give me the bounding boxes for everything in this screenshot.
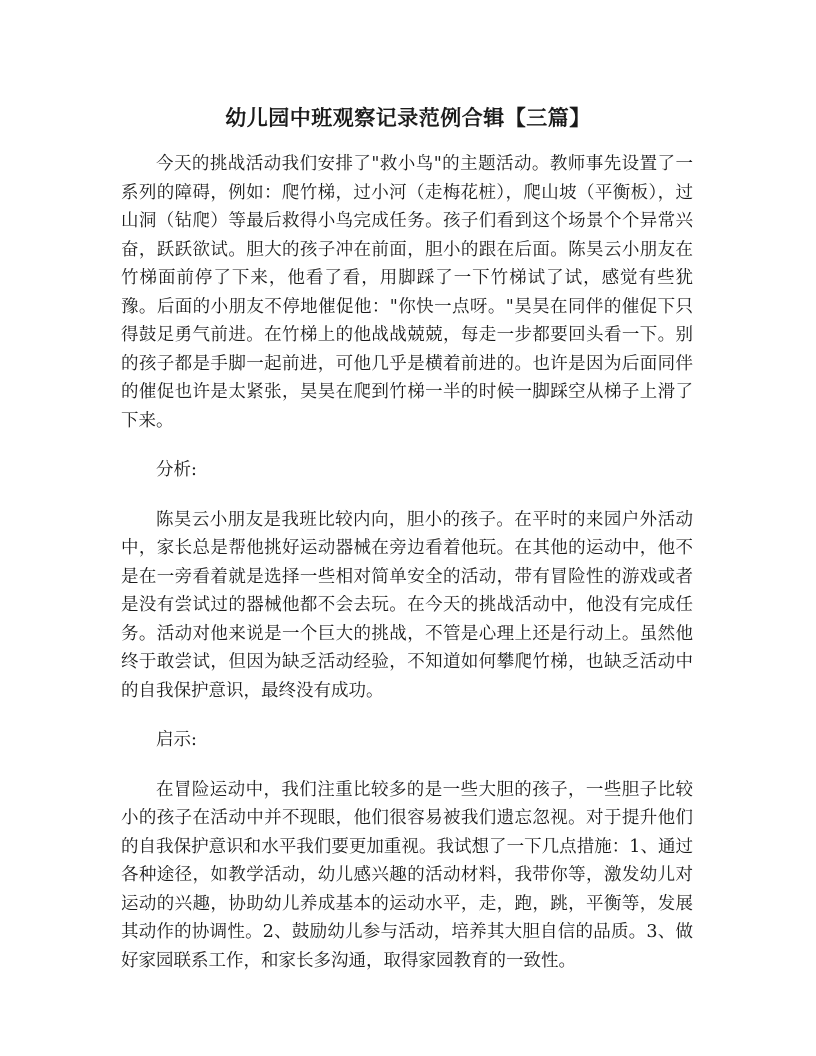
insight-heading: 启示: bbox=[156, 730, 197, 750]
observation-paragraph: 今天的挑战活动我们安排了"救小鸟"的主题活动。教师事先设置了一系列的障碍，例如：爬竹梯，过小河（走梅花桩），爬山坡（平衡板），过山洞（钻爬）等最后救得小鸟完成任务。孩子们看到这个场景个个异常兴奋，跃跃欲试。胆大的孩子冲在前面，胆小的跟在后面。陈昊云小朋友在竹梯面前停了下来，他看了看，用脚踩了一下竹梯试了试，感觉有些犹豫。后面的小朋友不停地催促他："你快一点呀。"昊昊在同伴的催促下只得鼓足勇气前进。在竹梯上的他战战兢兢，每走一步都要回头看一下。别的孩子都是手脚一起前进，可他几乎是横着前进的。也许是因为后面同伴的催促也许是太紧张，昊昊在爬到竹梯一半的时候一脚踩空从梯子上滑了下来。 bbox=[121, 154, 693, 431]
document-title: 幼儿园中班观察记录范例合辑【三篇】 bbox=[225, 106, 591, 130]
analysis-paragraph: 陈昊云小朋友是我班比较内向，胆小的孩子。在平时的来园户外活动中，家长总是帮他挑好运动器械在旁边看着他玩。在其他的运动中，他不是在一旁看着就是选择一些相对简单安全的活动，带有冒险性的游戏或者是没有尝试过的器械他都不会去玩。在今天的挑战活动中，他没有完成任务。活动对他来说是一个巨大的挑战，不管是心理上还是行动上。虽然他终于敢尝试，但因为缺乏活动经验，不知道如何攀爬竹梯，也缺乏活动中的自我保护意识，最终没有成功。 bbox=[121, 509, 693, 701]
insight-paragraph: 在冒险运动中，我们注重比较多的是一些大胆的孩子，一些胆子比较小的孩子在活动中并不现眼，他们很容易被我们遗忘忽视。对于提升他们的自我保护意识和水平我们要更加重视。我试想了一下几点措施：1、通过各种途径，如教学活动，幼儿感兴趣的活动材料，我带你等，激发幼儿对运动的兴趣，协助幼儿养成基本的运动水平，走，跑，跳，平衡等，发展其动作的协调性。2、鼓励幼儿参与活动，培养其大胆自信的品质。3、做好家园联系工作，和家长多沟通，取得家园教育的一致性。 bbox=[121, 779, 693, 971]
document-body bbox=[121, 150, 693, 996]
analysis-heading: 分析: bbox=[156, 460, 197, 480]
